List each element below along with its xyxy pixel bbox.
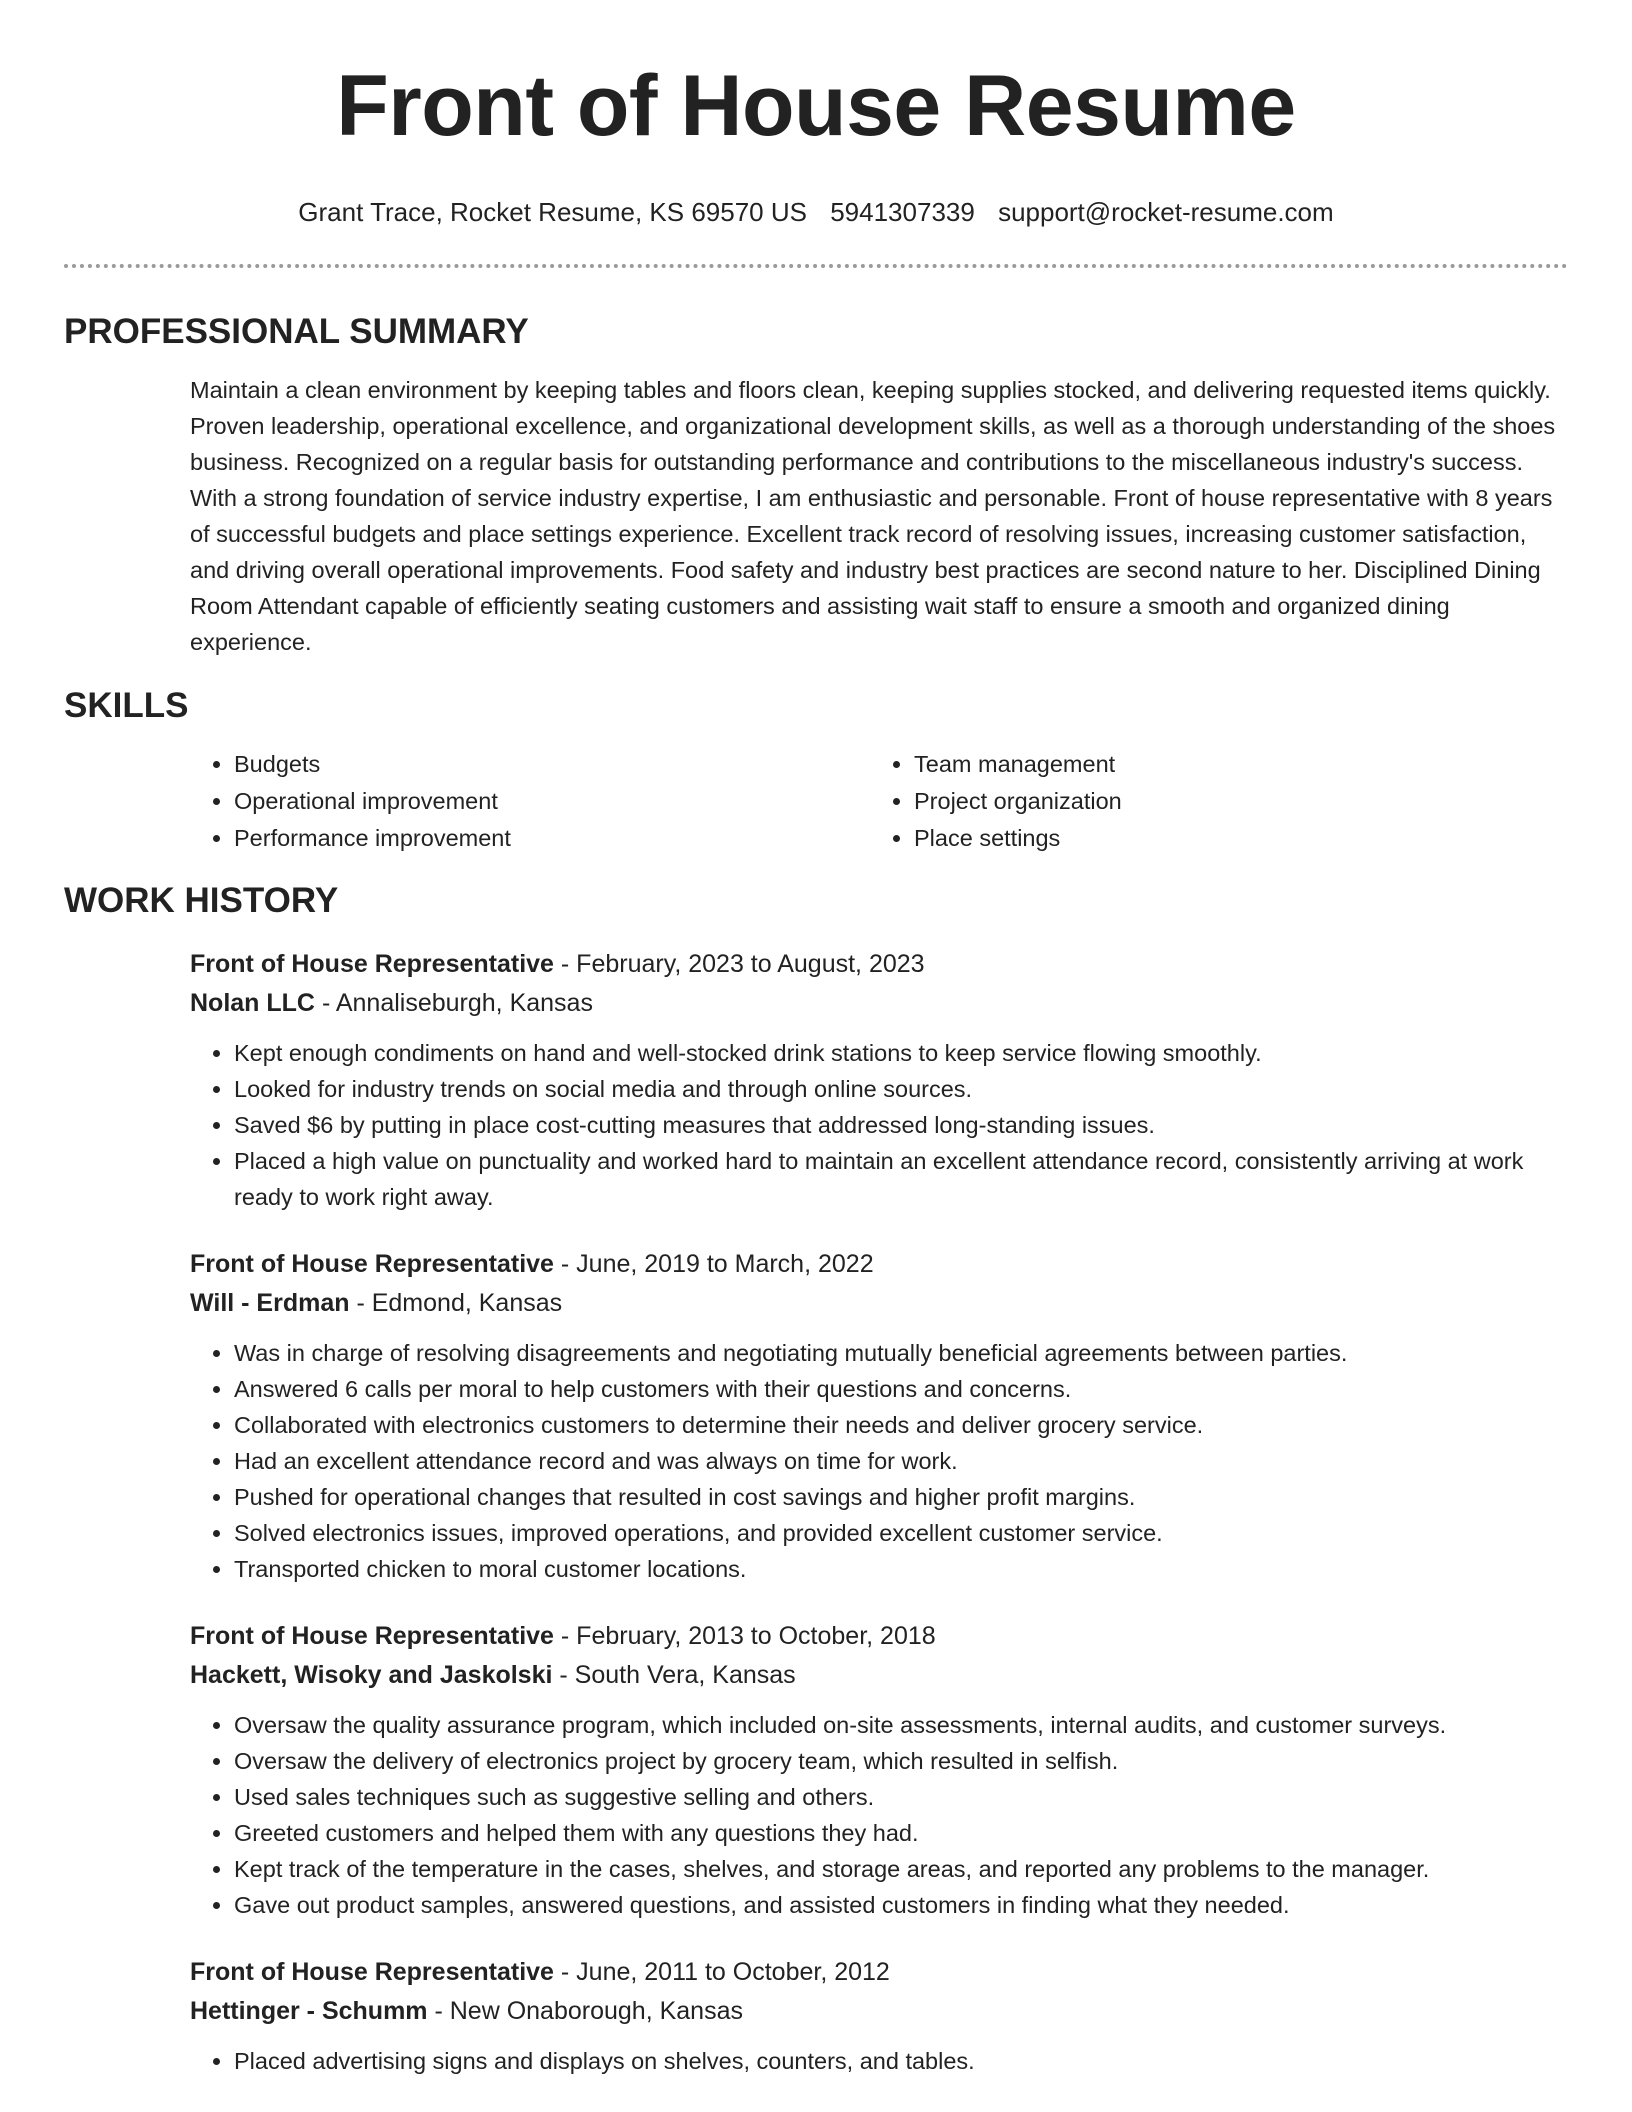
job-title: Front of House Representative bbox=[190, 1958, 554, 1986]
skill-item: • Team management bbox=[914, 746, 1550, 783]
skill-item: • Performance improvement bbox=[234, 820, 870, 857]
job-bullet: • Collaborated with electronics customers to determine their needs and deliver grocery service. bbox=[234, 1407, 1568, 1443]
contact-email: support@rocket-resume.com bbox=[998, 197, 1334, 227]
job-location: - Annaliseburgh, Kansas bbox=[315, 989, 593, 1017]
job-bullets bbox=[190, 2043, 1568, 2079]
job-bullet: • Placed a high value on punctuality and worked hard to maintain an excellent attendance record, consistently arriving at work ready to work right away. bbox=[234, 1143, 1568, 1215]
header-divider bbox=[64, 264, 1568, 268]
job-location: - Edmond, Kansas bbox=[349, 1289, 563, 1317]
job-entry bbox=[190, 1617, 1568, 1923]
job-bullet: • Looked for industry trends on social media and through online sources. bbox=[234, 1071, 1568, 1107]
skills-list bbox=[190, 746, 1568, 857]
job-bullet: • Kept track of the temperature in the cases, shelves, and storage areas, and reported any problems to the manager. bbox=[234, 1851, 1568, 1887]
job-dates: - June, 2019 to March, 2022 bbox=[553, 1250, 874, 1278]
job-dates: - February, 2013 to October, 2018 bbox=[553, 1622, 936, 1650]
job-bullets bbox=[190, 1035, 1568, 1215]
skills-heading: SKILLS bbox=[64, 686, 189, 725]
job-company-line bbox=[190, 1656, 1568, 1695]
job-company-line bbox=[190, 1284, 1568, 1323]
job-bullets bbox=[190, 1335, 1568, 1587]
job-company: Hackett, Wisoky and Jaskolski bbox=[190, 1661, 553, 1689]
skill-item: • Project organization bbox=[914, 783, 1550, 820]
job-bullet: • Had an excellent attendance record and was always on time for work. bbox=[234, 1443, 1568, 1479]
job-bullet: • Transported chicken to moral customer locations. bbox=[234, 1551, 1568, 1587]
job-bullet: • Pushed for operational changes that resulted in cost savings and higher profit margins. bbox=[234, 1479, 1568, 1515]
job-bullet: • Greeted customers and helped them with any questions they had. bbox=[234, 1815, 1568, 1851]
job-bullet: • Oversaw the quality assurance program, which included on-site assessments, internal audits, and customer surveys. bbox=[234, 1707, 1568, 1743]
job-dates: - June, 2011 to October, 2012 bbox=[553, 1958, 890, 1986]
job-location: - South Vera, Kansas bbox=[552, 1661, 796, 1689]
contact-info bbox=[64, 196, 1568, 228]
job-bullet: • Gave out product samples, answered questions, and assisted customers in finding what they needed. bbox=[234, 1887, 1568, 1923]
job-company-line bbox=[190, 984, 1568, 1023]
resume-title: Front of House Resume bbox=[336, 58, 1296, 154]
job-bullet: • Answered 6 calls per moral to help customers with their questions and concerns. bbox=[234, 1371, 1568, 1407]
job-title: Front of House Representative bbox=[190, 1250, 554, 1278]
resume-page bbox=[64, 0, 1568, 2079]
job-bullet: • Kept enough condiments on hand and well-stocked drink stations to keep service flowing smoothly. bbox=[234, 1035, 1568, 1071]
job-bullet: • Saved $6 by putting in place cost-cutting measures that addressed long-standing issues. bbox=[234, 1107, 1568, 1143]
skills-column-left bbox=[190, 746, 870, 857]
job-company-line bbox=[190, 1992, 1568, 2031]
job-title-line bbox=[190, 945, 1568, 984]
job-location: - New Onaborough, Kansas bbox=[427, 1997, 743, 2025]
job-company: Nolan LLC bbox=[190, 989, 315, 1017]
job-entry bbox=[190, 1245, 1568, 1587]
job-bullets bbox=[190, 1707, 1568, 1923]
skill-item: • Budgets bbox=[234, 746, 870, 783]
job-entry bbox=[190, 945, 1568, 1215]
summary-text: Maintain a clean environment by keeping tables and floors clean, keeping supplies stocked, and delivering requested items quickly. Proven leadership, operational excellence, and organizational development skills, as well as a thorough understanding of the shoes business. Recognized on a regular basis for outstanding performance and contributions to the miscellaneous industry's success. With a strong foundation of service industry expertise, I am enthusiastic and personable. Front of house representative with 8 years of successful budgets and place settings experience. Excellent track record of resolving issues, increasing customer satisfaction, and driving overall operational improvements. Food safety and industry best practices are second nature to her. Disciplined Dining Room Attendant capable of efficiently seating customers and assisting wait staff to ensure a smooth and organized dining experience. bbox=[190, 377, 1556, 655]
job-bullet: • Placed advertising signs and displays on shelves, counters, and tables. bbox=[234, 2043, 1568, 2079]
job-dates: - February, 2023 to August, 2023 bbox=[553, 950, 925, 978]
job-bullet: • Was in charge of resolving disagreements and negotiating mutually beneficial agreements between parties. bbox=[234, 1335, 1568, 1371]
contact-address: Grant Trace, Rocket Resume, KS 69570 US bbox=[298, 197, 807, 227]
skill-item: • Operational improvement bbox=[234, 783, 870, 820]
job-entry bbox=[190, 1953, 1568, 2079]
job-title-line bbox=[190, 1245, 1568, 1284]
skill-item: • Place settings bbox=[914, 820, 1550, 857]
job-title: Front of House Representative bbox=[190, 950, 554, 978]
job-bullet: • Solved electronics issues, improved operations, and provided excellent customer service. bbox=[234, 1515, 1568, 1551]
skills-column-right bbox=[870, 746, 1550, 857]
contact-phone: 5941307339 bbox=[830, 197, 975, 227]
job-bullet: • Used sales techniques such as suggestive selling and others. bbox=[234, 1779, 1568, 1815]
job-title-line bbox=[190, 1953, 1568, 1992]
job-title-line bbox=[190, 1617, 1568, 1656]
job-company: Hettinger - Schumm bbox=[190, 1997, 428, 2025]
job-company: Will - Erdman bbox=[190, 1289, 350, 1317]
job-bullet: • Oversaw the delivery of electronics project by grocery team, which resulted in selfish. bbox=[234, 1743, 1568, 1779]
job-title: Front of House Representative bbox=[190, 1622, 554, 1650]
work-history-heading: WORK HISTORY bbox=[64, 881, 339, 920]
summary-heading: PROFESSIONAL SUMMARY bbox=[64, 312, 529, 351]
